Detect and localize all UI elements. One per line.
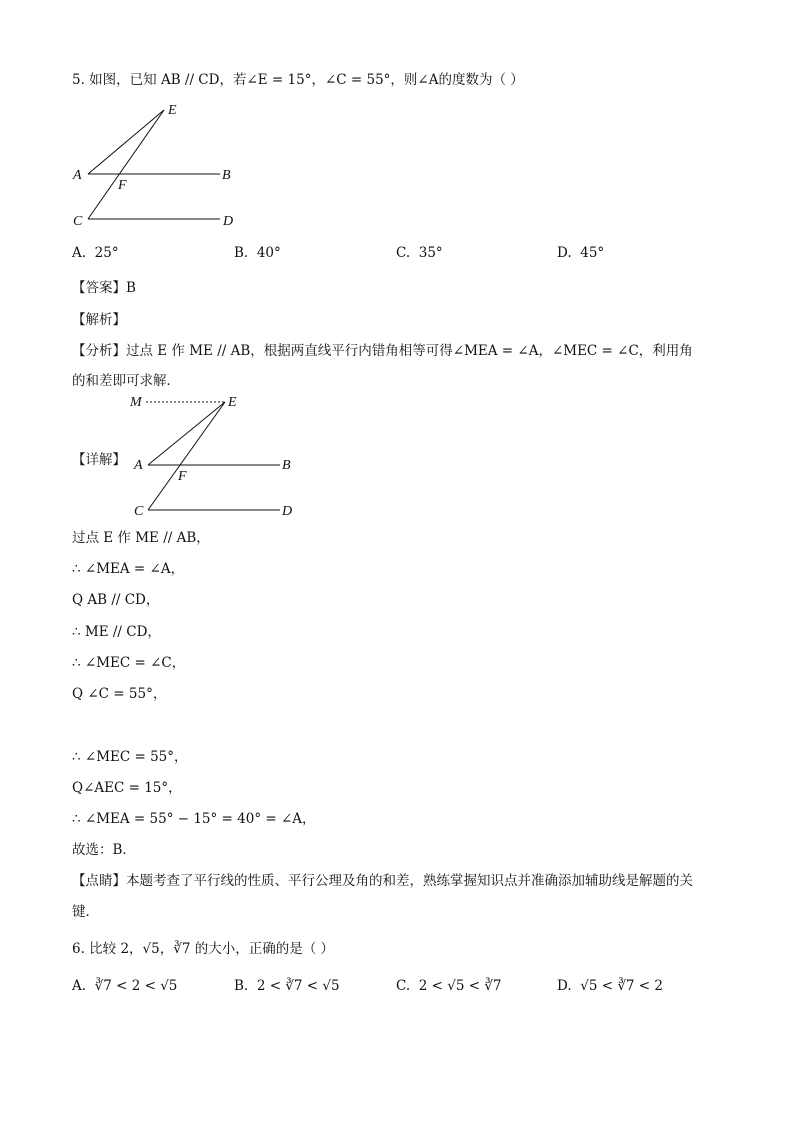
option-letter: D.: [557, 978, 572, 994]
label-e: E: [168, 103, 177, 118]
label-d: D: [282, 504, 293, 519]
label-f: F: [118, 178, 127, 193]
q6-option-a[interactable]: [72, 978, 177, 994]
comment-line-1: 【点睛】本题考查了平行线的性质、平行公理及角的和差，熟练掌握知识点并准确添加辅助线是解题的关: [72, 873, 693, 889]
label-c: C: [134, 504, 144, 519]
step-6: Q ∠C = 55°，: [72, 686, 167, 702]
step-4: ∴ ME // CD，: [72, 624, 161, 640]
option-value: ∛7 < 2 < √5: [94, 978, 178, 994]
option-value: √5 < ∛7 < 2: [580, 978, 663, 994]
analysis-title: 【解析】: [72, 312, 126, 328]
step-2: ∴ ∠MEA = ∠A，: [72, 561, 185, 577]
label-b: B: [282, 458, 291, 473]
option-value: 2 < √5 < ∛7: [418, 978, 502, 994]
detail-label: 【详解】: [72, 452, 126, 468]
step-7: ∴ ∠MEC = 55°，: [72, 749, 188, 765]
label-a: A: [73, 168, 82, 183]
q6-option-d[interactable]: [557, 978, 663, 994]
step-10: 故选：B．: [72, 842, 136, 858]
option-letter: A.: [72, 245, 87, 261]
label-d: D: [223, 214, 234, 229]
q6-option-b[interactable]: [234, 978, 340, 994]
q5-option-d[interactable]: [557, 245, 604, 261]
comment-line-2: 键．: [72, 904, 99, 920]
option-letter: C.: [396, 245, 411, 261]
answer-line: 【答案】B: [72, 280, 136, 296]
label-f: F: [178, 469, 187, 484]
option-value: 40°: [256, 245, 281, 261]
step-3: Q AB // CD，: [72, 592, 160, 608]
fenxi-line-2: 的和差即可求解．: [72, 373, 180, 389]
label-e: E: [228, 395, 237, 410]
q5-option-a[interactable]: [72, 245, 119, 261]
q5-option-c[interactable]: [396, 245, 443, 261]
label-b: B: [222, 168, 231, 183]
q6-stem: 6. 比较 2，√5，∛7 的大小，正确的是（ ）: [72, 941, 335, 957]
option-value: 2 < ∛7 < √5: [256, 978, 340, 994]
option-letter: D.: [557, 245, 572, 261]
q5-stem: 5. 如图，已知 AB // CD，若∠E = 15°，∠C = 55°，则∠A的度数为（ ）: [72, 72, 524, 88]
label-m: M: [130, 395, 142, 410]
option-letter: B.: [234, 245, 249, 261]
fenxi-line-1: 【分析】过点 E 作 ME // AB，根据两直线平行内错角相等可得∠MEA = ∠A，∠MEC = ∠C，利用角: [72, 343, 693, 359]
step-9: ∴ ∠MEA = 55° − 15° = 40° = ∠A，: [72, 811, 316, 827]
option-letter: B.: [234, 978, 249, 994]
option-value: 45°: [580, 245, 605, 261]
option-value: 35°: [418, 245, 443, 261]
step-8: Q∠AEC = 15°，: [72, 780, 182, 796]
option-letter: A.: [72, 978, 87, 994]
q6-option-c[interactable]: [396, 978, 502, 994]
step-5: ∴ ∠MEC = ∠C，: [72, 655, 186, 671]
q5-figure: [68, 98, 268, 238]
label-a: A: [134, 458, 143, 473]
option-letter: C.: [396, 978, 411, 994]
step-1: 过点 E 作 ME // AB，: [72, 530, 210, 546]
option-value: 25°: [94, 245, 119, 261]
q5-detail-figure: [128, 390, 328, 520]
q5-option-b[interactable]: [234, 245, 281, 261]
label-c: C: [73, 214, 83, 229]
